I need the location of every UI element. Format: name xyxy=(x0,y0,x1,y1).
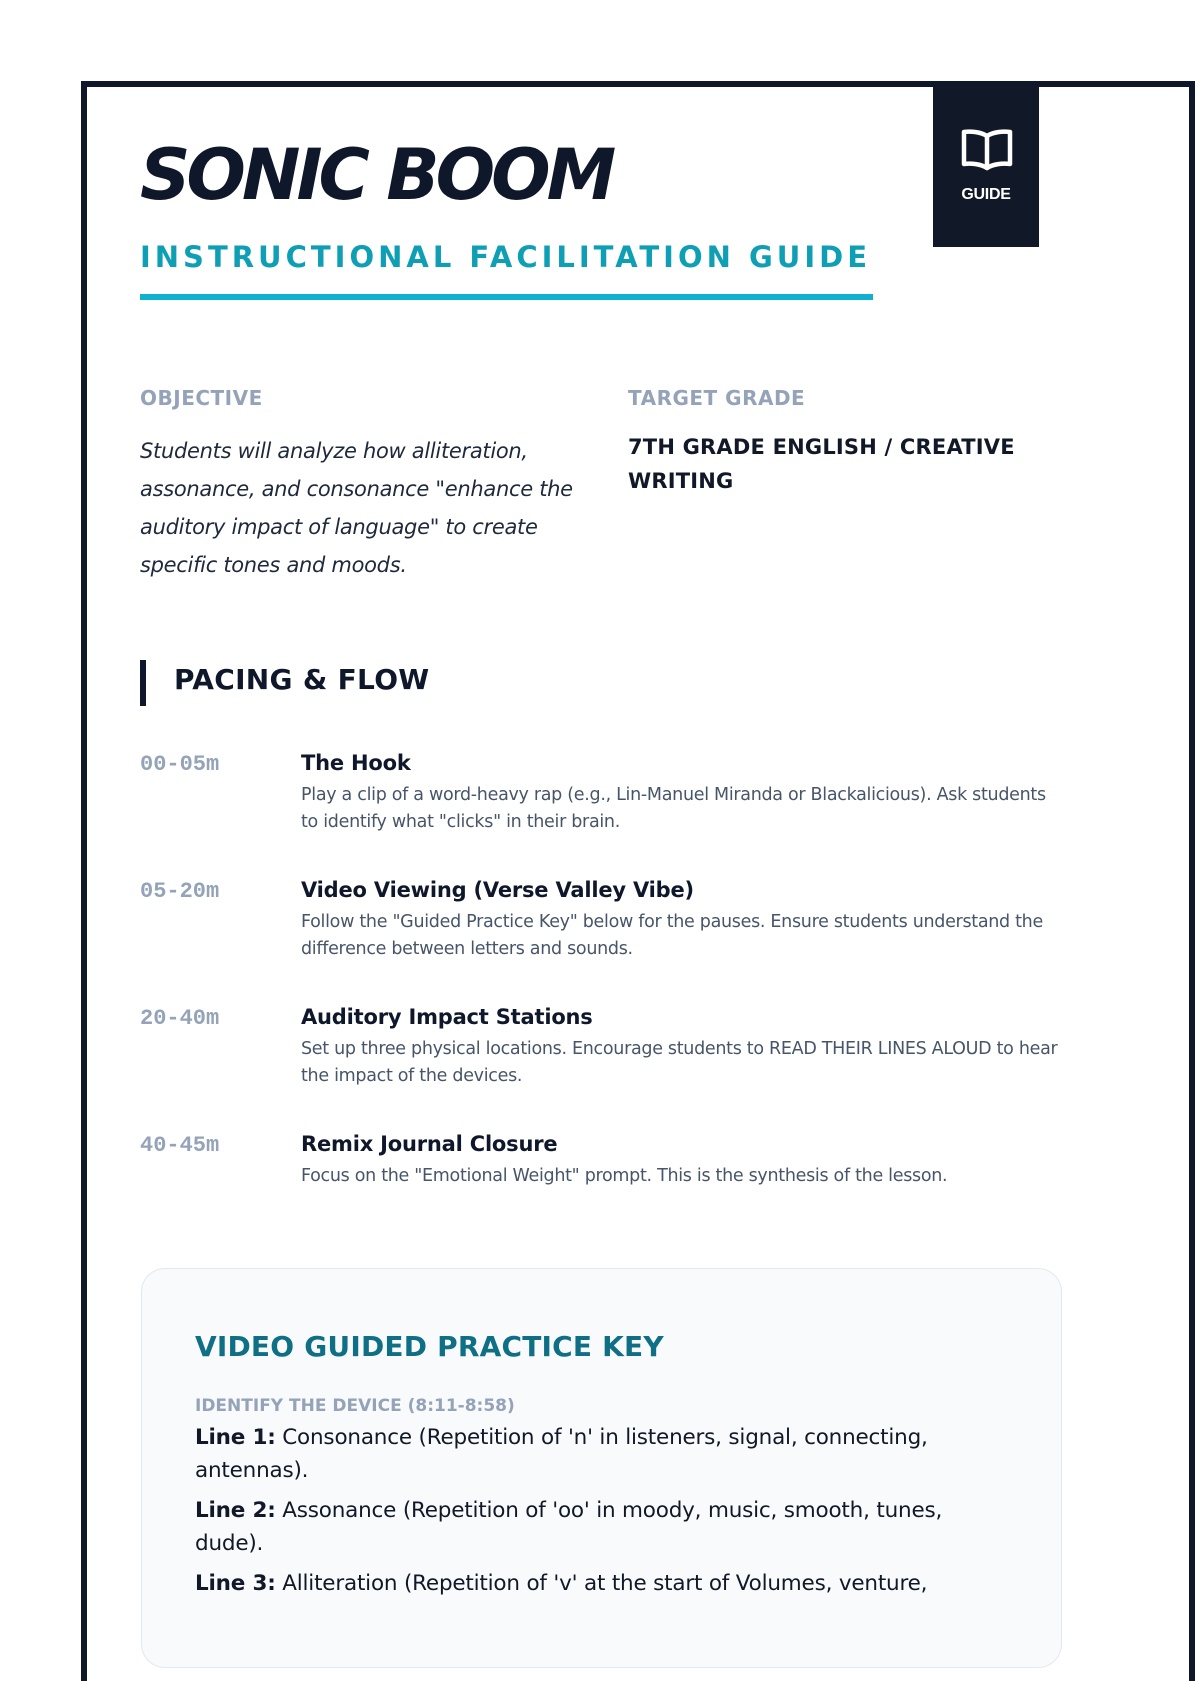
pacing-item-title: Remix Journal Closure xyxy=(301,1132,558,1156)
pacing-time: 00-05m xyxy=(140,752,220,777)
practice-key-line xyxy=(195,1494,995,1560)
pacing-section-title: PACING & FLOW xyxy=(174,663,430,696)
pacing-item-desc: Follow the "Guided Practice Key" below for the pauses. Ensure students understand the difference between letters and sounds. xyxy=(301,912,1043,959)
badge-label: GUIDE xyxy=(961,186,1011,203)
pacing-time: 40-45m xyxy=(140,1133,220,1158)
practice-key-line-label: Line 1: xyxy=(195,1425,276,1450)
title-underline xyxy=(140,294,873,300)
practice-key-line-label: Line 3: xyxy=(195,1571,276,1596)
practice-key-line xyxy=(195,1567,995,1600)
target-grade-text: 7TH GRADE ENGLISH / CREATIVE WRITING xyxy=(628,435,1015,493)
practice-key-line-text: Consonance (Repetition of 'n' in listeners, signal, connecting, antennas). xyxy=(195,1425,928,1483)
practice-key-line-text: Assonance (Repetition of 'oo' in moody, music, smooth, tunes, dude). xyxy=(195,1498,943,1556)
pacing-item-desc: Focus on the "Emotional Weight" prompt. This is the synthesis of the lesson. xyxy=(301,1166,948,1186)
page-title: SONIC BOOM xyxy=(140,134,613,216)
pacing-item-desc: Set up three physical locations. Encourage students to READ THEIR LINES ALOUD to hear the impact of the devices. xyxy=(301,1039,1058,1086)
pacing-item-title: Auditory Impact Stations xyxy=(301,1005,593,1029)
practice-key-title: VIDEO GUIDED PRACTICE KEY xyxy=(195,1330,664,1363)
practice-key-line xyxy=(195,1421,995,1487)
pacing-time: 20-40m xyxy=(140,1006,220,1031)
objective-text: Students will analyze how alliteration, assonance, and consonance "enhance the auditory impact of language" to create specific tones and moods. xyxy=(140,439,573,577)
section-accent-bar xyxy=(140,660,146,706)
guide-badge xyxy=(933,86,1039,247)
target-grade-label: TARGET GRADE xyxy=(628,386,806,410)
practice-key-subtitle: IDENTIFY THE DEVICE (8:11-8:58) xyxy=(195,1396,515,1416)
pacing-item-desc: Play a clip of a word-heavy rap (e.g., Lin-Manuel Miranda or Blackalicious). Ask students to identify what "clicks" in their brain. xyxy=(301,785,1046,832)
page-subtitle: INSTRUCTIONAL FACILITATION GUIDE xyxy=(140,240,872,274)
open-book-icon xyxy=(961,128,1013,172)
pacing-time: 05-20m xyxy=(140,879,220,904)
practice-key-line-text: Alliteration (Repetition of 'v' at the start of Volumes, venture, xyxy=(275,1571,928,1596)
practice-key-line-label: Line 2: xyxy=(195,1498,276,1523)
objective-label: OBJECTIVE xyxy=(140,386,263,410)
pacing-item-title: The Hook xyxy=(301,751,411,775)
pacing-item-title: Video Viewing (Verse Valley Vibe) xyxy=(301,878,694,902)
